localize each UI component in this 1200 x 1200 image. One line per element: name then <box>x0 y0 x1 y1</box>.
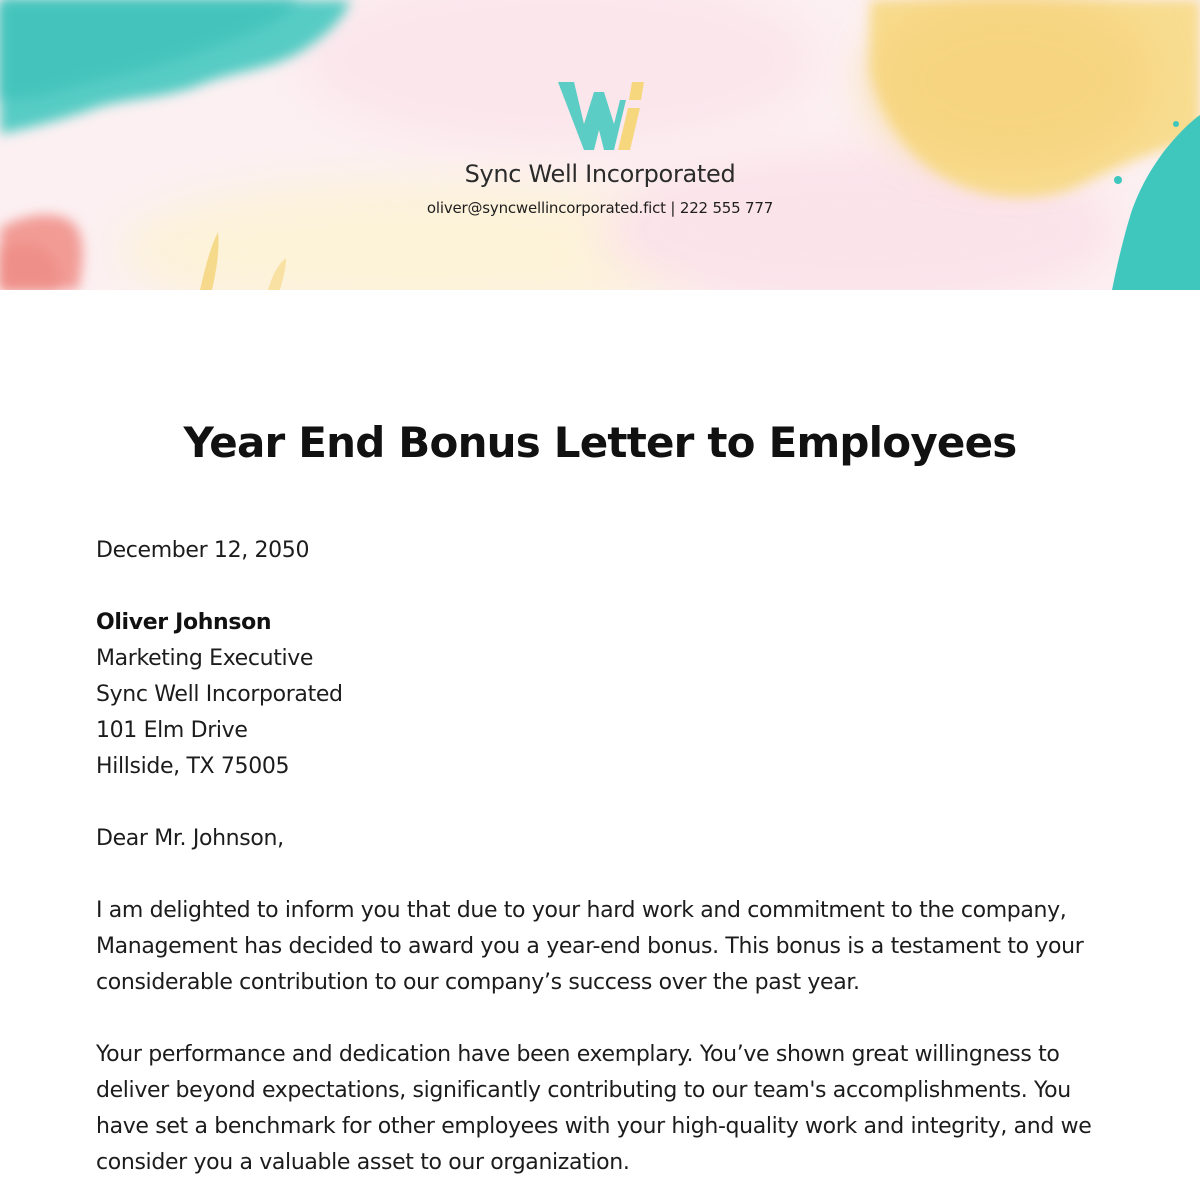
recipient-company: Sync Well Incorporated <box>96 682 343 707</box>
letter-date: December 12, 2050 <box>96 538 310 563</box>
body-paragraph: I am delighted to inform you that due to your hard work and commitment to the company, Management has decided to award you a year-end bonus. This bonus is a testament to your considerable contribution to our company’s success over the past year. <box>96 898 1084 995</box>
document-title: Year End Bonus Letter to Employees <box>183 418 1017 467</box>
letter-body <box>96 533 1106 1200</box>
recipient-city-state-zip: Hillside, TX 75005 <box>96 754 290 779</box>
recipient-address-block <box>96 605 1106 785</box>
recipient-street: 101 Elm Drive <box>96 718 248 743</box>
wi-logo-icon <box>556 78 646 154</box>
header-banner <box>0 0 1200 290</box>
recipient-name: Oliver Johnson <box>96 610 272 635</box>
recipient-position: Marketing Executive <box>96 646 314 671</box>
company-contact-line: oliver@syncwellincorporated.fict | 222 555 777 <box>426 199 774 217</box>
company-name: Sync Well Incorporated <box>464 160 736 188</box>
body-paragraph: Your performance and dedication have been exemplary. You’ve shown great willingness to deliver beyond expectations, significantly contributing to our team's accomplishments. You have set a benchmark for other employees with your high-quality work and integrity, and we consider you a valuable asset to our organization. <box>96 1042 1092 1175</box>
salutation: Dear Mr. Johnson, <box>96 826 284 851</box>
